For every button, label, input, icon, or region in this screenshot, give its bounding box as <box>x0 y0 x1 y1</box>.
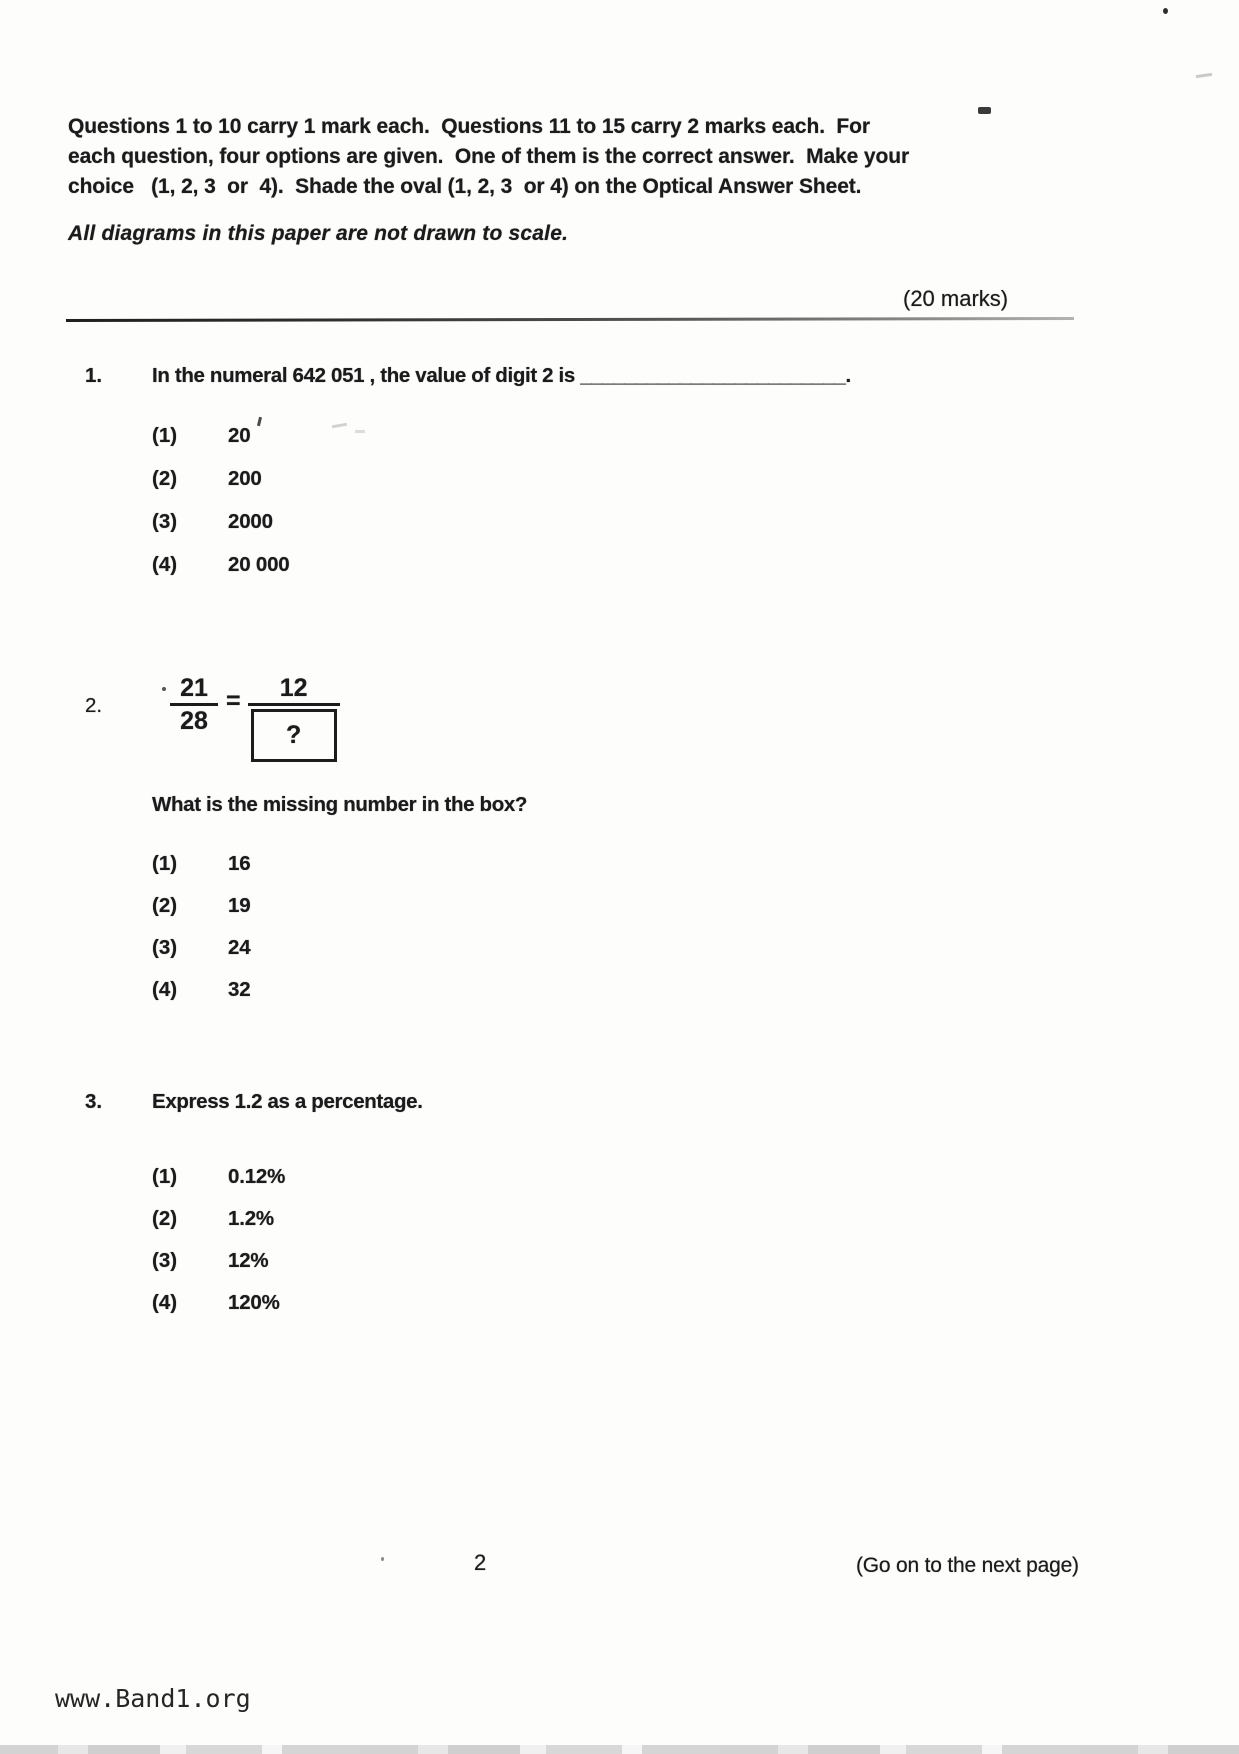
option-value: 16 <box>228 852 251 875</box>
fraction-numerator: 21 <box>180 674 208 702</box>
scan-speck-dash <box>1196 73 1212 78</box>
fraction-rhs <box>248 674 340 762</box>
question-3-number: 3. <box>85 1090 103 1113</box>
scan-speck-mark <box>978 107 991 114</box>
option-row <box>152 1165 285 1207</box>
option-label: (1) <box>152 424 178 447</box>
option-value: 19 <box>228 894 251 917</box>
option-label: (2) <box>152 467 178 490</box>
option-label: (1) <box>152 852 178 875</box>
option-label: (4) <box>152 1291 178 1314</box>
question-1-text: In the numeral 642 051 , the value of digit 2 is ________________________. <box>152 364 851 387</box>
option-label: (2) <box>152 1207 178 1230</box>
option-row <box>152 894 250 936</box>
option-value: 20 000 <box>228 553 290 576</box>
instruction-line: choice (1, 2, 3 or 4). Shade the oval (1, 2, 3 or 4) on the Optical Answer Sheet. <box>68 175 862 198</box>
option-row <box>152 553 290 596</box>
option-value: 1.2% <box>228 1207 274 1230</box>
missing-number-box: ? <box>251 709 337 762</box>
option-row <box>152 1249 285 1291</box>
option-label: (4) <box>152 553 178 576</box>
fraction-equation <box>170 674 340 762</box>
fraction-bar <box>248 703 340 706</box>
question-2-options <box>152 852 250 1020</box>
option-row <box>152 936 250 978</box>
option-label: (4) <box>152 978 178 1001</box>
option-row <box>152 852 250 894</box>
bottom-scan-edge <box>0 1745 1239 1754</box>
option-value: 24 <box>228 936 251 959</box>
option-row <box>152 424 290 467</box>
option-row <box>152 1207 285 1249</box>
diagrams-note: All diagrams in this paper are not drawn to scale. <box>68 222 569 245</box>
instruction-line: each question, four options are given. One of them is the correct answer. Make your <box>68 145 910 168</box>
option-value: 12% <box>228 1249 269 1272</box>
scan-speck-faint <box>355 430 365 433</box>
fraction-denominator: 28 <box>180 707 208 735</box>
option-row <box>152 1291 285 1333</box>
option-label: (3) <box>152 510 178 533</box>
page-number: 2 <box>474 1550 487 1575</box>
fraction-lhs <box>170 674 218 735</box>
scan-speck-dot <box>162 687 166 691</box>
option-value: 32 <box>228 978 251 1001</box>
question-1-options <box>152 424 290 596</box>
question-3-text: Express 1.2 as a percentage. <box>152 1090 423 1113</box>
option-row <box>152 510 290 553</box>
question-2-text: What is the missing number in the box? <box>152 793 528 816</box>
option-value: 0.12% <box>228 1165 286 1188</box>
fraction-bar <box>170 703 218 706</box>
scan-speck-dot <box>1163 8 1168 14</box>
option-row <box>152 467 290 510</box>
option-label: (3) <box>152 936 178 959</box>
scan-speck-faint <box>332 423 347 429</box>
instruction-line: Questions 1 to 10 carry 1 mark each. Questions 11 to 15 carry 2 marks each. For <box>68 115 870 138</box>
option-value: 20 <box>228 424 251 447</box>
option-value: 200 <box>228 467 262 490</box>
option-value: 120% <box>228 1291 280 1314</box>
scan-speck-dot <box>381 1557 384 1561</box>
divider-rule <box>66 317 1074 322</box>
option-label: (1) <box>152 1165 178 1188</box>
question-3-options <box>152 1165 285 1333</box>
option-row <box>152 978 250 1020</box>
question-2-number: 2. <box>85 694 103 717</box>
next-page-note: (Go on to the next page) <box>856 1554 1079 1577</box>
option-label: (3) <box>152 1249 178 1272</box>
option-label: (2) <box>152 894 178 917</box>
marks-label: (20 marks) <box>903 286 1009 311</box>
watermark-url: www.Band1.org <box>55 1684 251 1713</box>
option-value: 2000 <box>228 510 273 533</box>
question-1-number: 1. <box>85 364 103 387</box>
equals-sign: = <box>226 687 241 715</box>
fraction-numerator: 12 <box>279 674 308 702</box>
instructions-block <box>68 112 948 202</box>
